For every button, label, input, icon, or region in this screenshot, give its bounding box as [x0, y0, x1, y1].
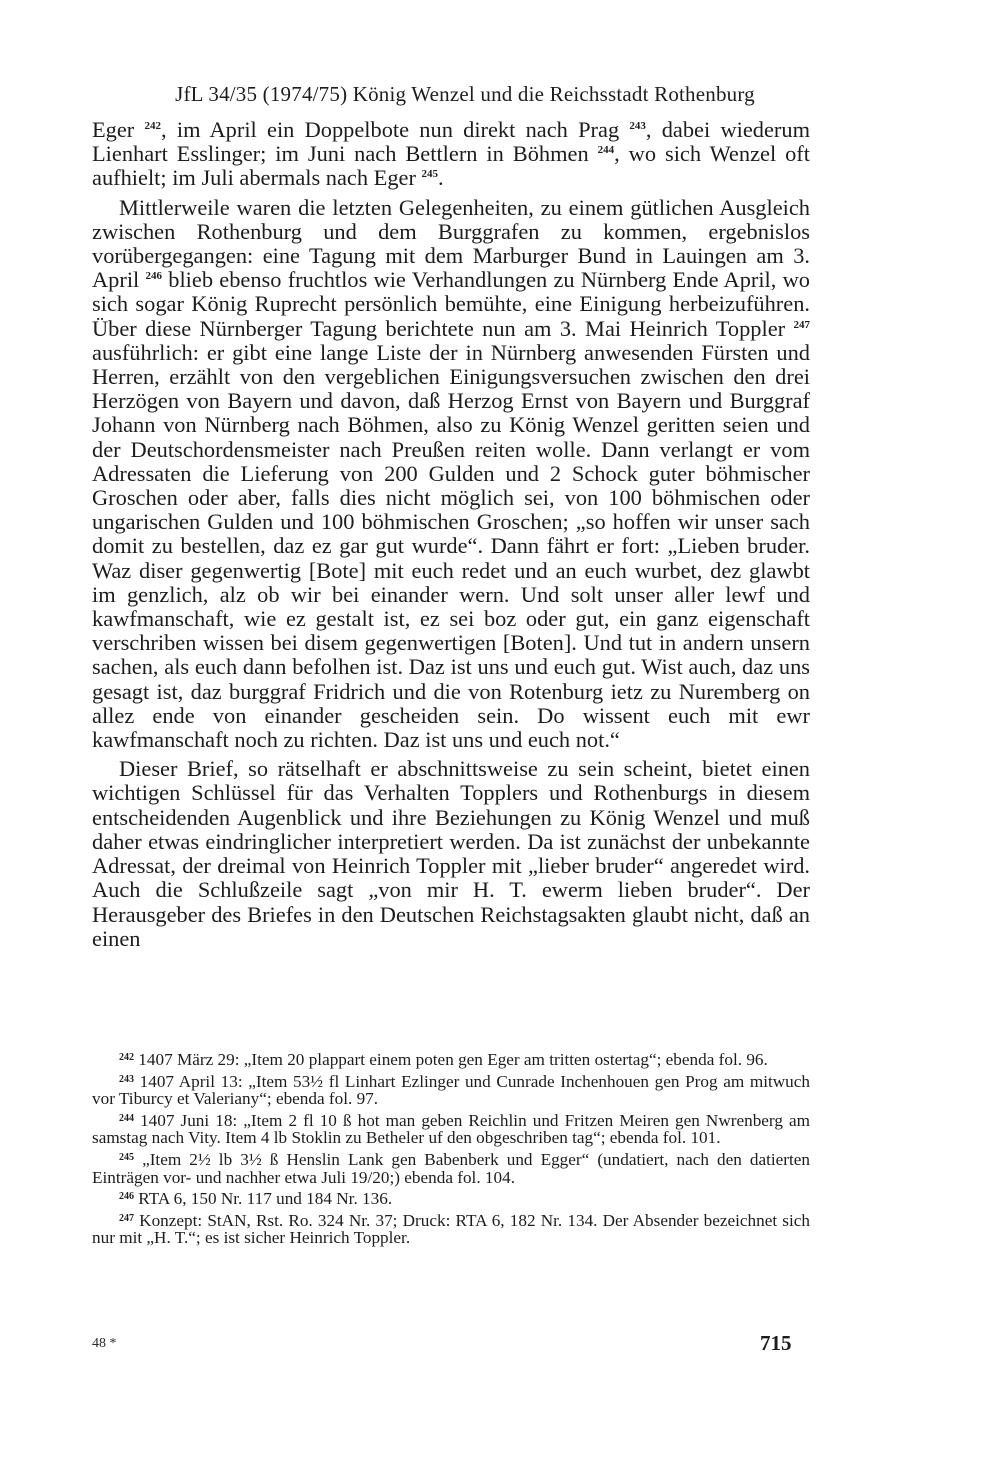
footnote-ref: 245	[421, 168, 439, 181]
footnote	[92, 1151, 810, 1186]
page-number: 715	[760, 1331, 792, 1355]
footnote-ref: 246	[145, 270, 163, 283]
body-paragraph	[92, 757, 810, 951]
footnote-number: 246	[119, 1191, 134, 1203]
footnote-number: 245	[119, 1151, 134, 1163]
footnote-number: 243	[119, 1073, 134, 1085]
page	[92, 82, 810, 1248]
body-paragraph	[92, 196, 810, 753]
footnote-ref: 247	[793, 318, 810, 331]
footnote-ref: 244	[597, 144, 615, 157]
signature-mark: 48 *	[92, 1336, 117, 1351]
footnotes	[92, 1051, 810, 1251]
footnote-text: 1407 März 29: „Item 20 plappart einem poten gen Eger am tritten ostertag“; ebenda fol. 96.	[134, 1050, 768, 1069]
footnote-text: „Item 2½ lb 3½ ß Henslin Lank gen Babenberk und Egger“ (undatiert, nach den datierten Einträgen vor- und nachher etwa Juli 19/20;) ebenda fol. 104.	[92, 1149, 810, 1187]
footnote-number: 244	[119, 1112, 134, 1124]
footnote	[92, 1212, 810, 1247]
footnote-number: 247	[119, 1212, 134, 1224]
text-run: Dieser Brief, so rätselhaft er abschnittsweise zu sein scheint, bietet einen wichtigen Schlüssel für das Verhalten Topplers und Rothenburgs in diesem entscheidenden Augenblick und ihre Beziehungen zu König Wenzel und muß daher etwas eindringlicher interpretiert werden. Da ist zunächst der unbekannte Adressat, der dreimal von Heinrich Toppler mit „lieber bruder“ angeredet wird. Auch die Schlußzeile sagt „von mir H. T. ewerm lieben bruder“. Der Herausgeber des Briefes in den Deutschen Reichstagsakten glaubt nicht, daß an einen	[92, 756, 810, 951]
footnote	[92, 1073, 810, 1108]
text-run: ausführlich: er gibt eine lange Liste der in Nürnberg anwesenden Fürsten und Herren, erzählt von den vergeblichen Einigungsversuchen zwischen den drei Herzögen von Bayern und davon, daß Herzog Ernst von Bayern und Burggraf Johann von Nürnberg nach Böhmen, also zu König Wenzel geritten seien und der Deutschordensmeister nach Preußen reiten wolle. Dann verlangt er vom Adressaten die Lieferung von 200 Gulden und 2 Schock guter böhmischer Groschen oder aber, falls dies nicht möglich sei, von 100 böhmischen oder ungarischen Gulden und 100 böhmischen Groschen; „so hoffen wir unser sach domit zu bestellen, daz ez gar gut wurde“. Dann fährt er fort: „Lieben bruder. Waz diser gegenwertig [Bote] mit euch redet und an euch wurbet, dez glawbt im genzlich, alz ob wir bei einander wern. Und solt unser aller lewf und kawfmanschaft, wie ez gestalt ist, ez sei boz oder gut, ein ganz eigenschaft verschriben wissen bei disem gegenwertigen [Boten]. Und tut in andern unsern sachen, als euch dann befolhen ist. Daz ist uns und euch gut. Wist auch, daz uns gesagt ist, daz burggraf Fridrich und die von Rotenburg ietz zu Nuremberg on allez ende von einander gescheiden sein. Do wissent euch mit ewr kawfmanschaft noch zu richten. Daz ist uns und euch not.“	[92, 339, 810, 753]
footnote-text: Konzept: StAN, Rst. Ro. 324 Nr. 37; Druck: RTA 6, 182 Nr. 134. Der Absender bezeichnet sich nur mit „H. T.“; es ist sicher Heinrich Toppler.	[92, 1210, 810, 1248]
footnote-ref: 243	[629, 120, 646, 132]
text-run: blieb ebenso fruchtlos wie Verhandlungen zu Nürnberg Ende April, wo sich sogar König Ruprecht persönlich bemühte, eine Einigung herbeizuführen. Über diese Nürnberger Tagung berichtete nun am 3. Mai Heinrich Toppler	[92, 267, 810, 341]
text-run: , wo sich Wenzel oft aufhielt; im Juli abermals nach Eger	[92, 141, 810, 191]
body-paragraph	[92, 118, 810, 191]
footnote-text: 1407 April 13: „Item 53½ fl Linhart Ezlinger und Cunrade Inchenhouen gen Prog am mitwuch vor Tiburcy et Valeriany“; ebenda fol. 97.	[92, 1071, 810, 1109]
footnote-number: 242	[119, 1052, 134, 1063]
footnote-text: RTA 6, 150 Nr. 117 und 184 Nr. 136.	[134, 1189, 393, 1209]
footnote-text: 1407 Juni 18: „Item 2 fl 10 ß hot man geben Reichlin und Fritzen Meiren gen Nwrenberg am samstag nach Vity. Item 4 lb Stoklin zu Betheler uf den obgeschriben tag“; ebenda fol. 101.	[92, 1110, 810, 1148]
footnote	[92, 1051, 810, 1069]
footnote	[92, 1112, 810, 1147]
footnote-ref: 242	[144, 120, 162, 132]
text-run: , im April ein Doppelbote nun direkt nach Prag	[161, 117, 630, 142]
text-run: .	[438, 165, 444, 191]
footnote	[92, 1190, 810, 1208]
running-head: JfL 34/35 (1974/75) König Wenzel und die Reichsstadt Rothenburg	[175, 82, 755, 106]
body-text	[92, 118, 810, 951]
text-run: Mittlerweile waren die letzten Gelegenheiten, zu einem gütlichen Ausgleich zwischen Rothenburg und dem Burggrafen zu kommen, ergebnislos vorübergegangen: eine Tagung mit dem Marburger Bund in Lauingen am 3. April	[92, 194, 810, 293]
text-run: Eger	[92, 117, 145, 142]
text-run: , dabei wiederum Lienhart Esslinger; im Juni nach Bettlern in Böhmen	[92, 117, 810, 167]
